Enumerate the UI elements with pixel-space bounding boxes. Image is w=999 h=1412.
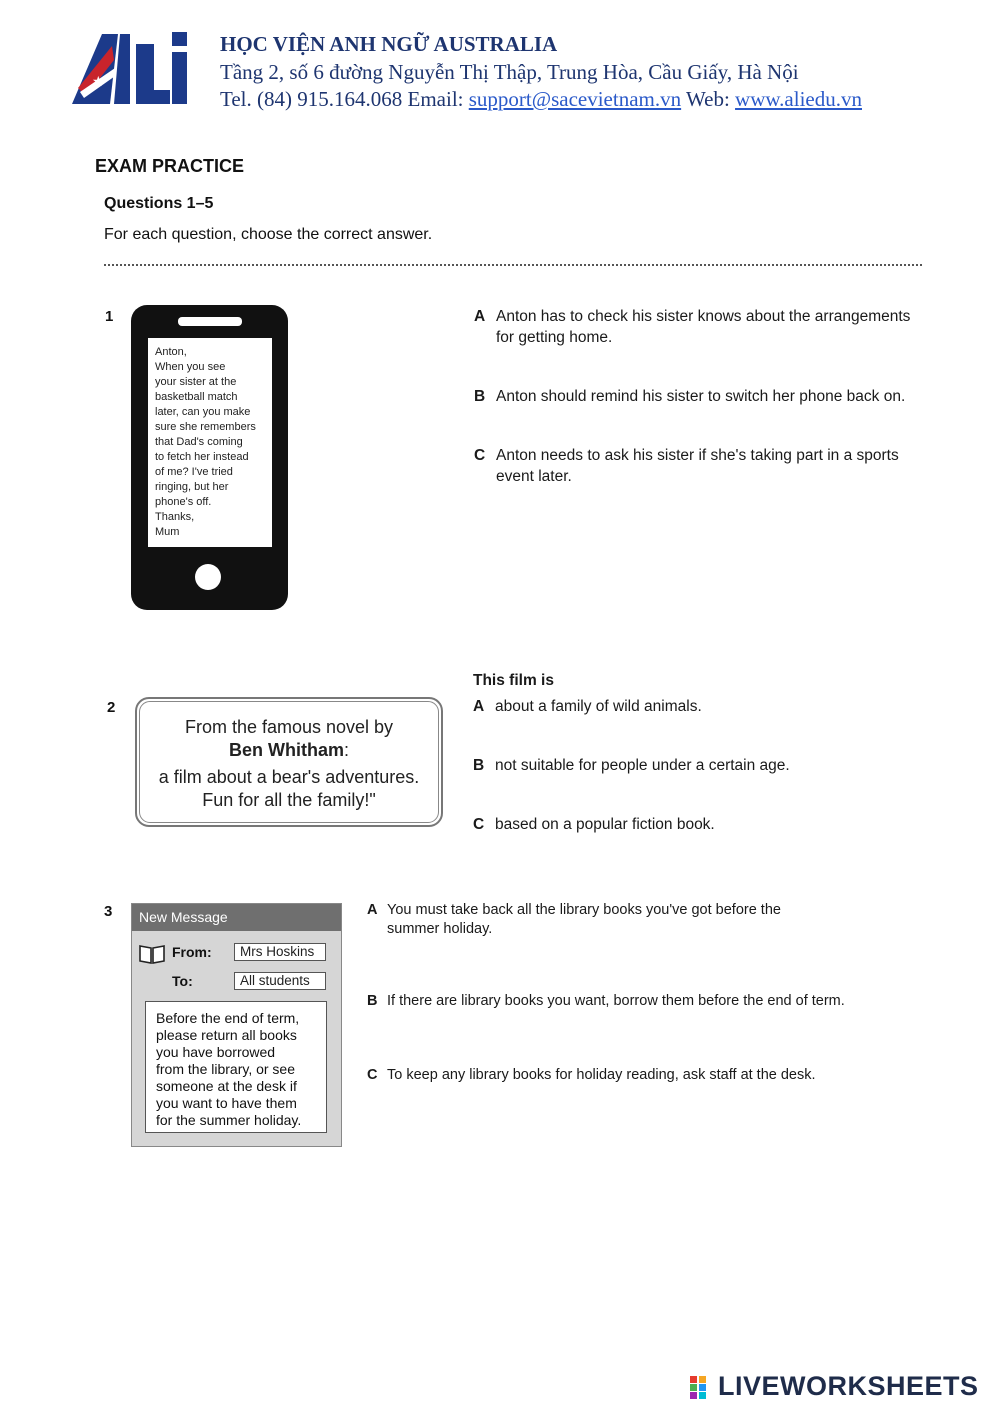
- option-letter: B: [474, 388, 486, 405]
- option-text: To keep any library books for holiday reading, ask staff at the desk.: [387, 1067, 816, 1083]
- svg-text:★: ★: [92, 74, 105, 90]
- web-link[interactable]: www.aliedu.vn: [735, 87, 862, 111]
- body-line: for the summer holiday.: [156, 1112, 302, 1128]
- option-letter: B: [473, 757, 485, 774]
- option-line: Anton has to check his sister knows about the arrangements: [496, 308, 911, 325]
- option-text: about a family of wild animals.: [495, 698, 702, 715]
- dotted-divider: [104, 264, 922, 266]
- institute-contact: [220, 87, 862, 112]
- institute-name: HỌC VIỆN ANH NGỮ AUSTRALIA: [220, 32, 558, 56]
- option-letter: B: [367, 993, 378, 1009]
- option-text: Anton should remind his sister to switch her phone back on.: [496, 388, 906, 405]
- instruction: For each question, choose the correct answer.: [104, 226, 433, 243]
- option-text: [496, 445, 899, 487]
- message-line: basketball match: [155, 391, 238, 403]
- q1-option-c[interactable]: [474, 445, 934, 489]
- web-label: Web:: [686, 87, 730, 111]
- from-field: Mrs Hoskins: [234, 943, 326, 961]
- from-label: From:: [172, 944, 212, 960]
- option-letter: C: [367, 1067, 378, 1083]
- sign-colon: :: [343, 740, 349, 760]
- ali-logo: [68, 26, 190, 110]
- message-line: that Dad's coming: [155, 436, 243, 448]
- sign-author: Ben Whitham: [228, 740, 344, 760]
- film-sign-text: [140, 716, 438, 812]
- q3-option-b[interactable]: [367, 992, 887, 1012]
- message-line: later, can you make: [155, 406, 251, 418]
- sign-line: From the famous novel by: [184, 717, 394, 737]
- q2-option-a[interactable]: [473, 696, 933, 718]
- email-body-text: [156, 1010, 301, 1129]
- option-text: not suitable for people under a certain age.: [495, 757, 790, 774]
- book-icon: [138, 943, 166, 965]
- option-letter: A: [473, 698, 485, 715]
- email-link[interactable]: support@sacevietnam.vn: [468, 87, 682, 111]
- message-line: to fetch her instead: [155, 451, 249, 463]
- phone-message: [155, 345, 256, 540]
- option-line: Anton needs to ask his sister if she's taking part in a sports: [496, 447, 899, 464]
- sign-line: Fun for all the family!": [202, 790, 376, 810]
- to-label: To:: [172, 973, 193, 989]
- phone-speaker: [178, 317, 242, 326]
- body-line: you want to have them: [156, 1095, 297, 1111]
- option-text: [387, 901, 781, 939]
- message-line: Thanks,: [155, 511, 195, 523]
- option-line: event later.: [496, 468, 572, 485]
- option-letter: A: [367, 902, 378, 918]
- message-line: sure she remembers: [155, 421, 256, 433]
- questions-range: Questions 1–5: [104, 195, 214, 212]
- message-line: of me? I've tried: [155, 466, 233, 478]
- q1-option-a[interactable]: [474, 306, 934, 350]
- message-line: Anton,: [155, 346, 187, 358]
- option-text: based on a popular fiction book.: [495, 816, 715, 833]
- body-line: someone at the desk if: [156, 1078, 297, 1094]
- message-line: ringing, but her: [155, 481, 229, 493]
- sign-author-line: [140, 739, 438, 762]
- q2-option-b[interactable]: [473, 755, 933, 777]
- q2-lead: This film is: [473, 672, 554, 689]
- liveworksheets-logo-icon: [690, 1376, 716, 1400]
- option-line: for getting home.: [496, 329, 613, 346]
- option-line: You must take back all the library books you've got before the: [387, 902, 781, 918]
- message-line: When you see: [155, 361, 226, 373]
- exam-title: EXAM PRACTICE: [95, 156, 245, 176]
- message-line: Mum: [155, 526, 180, 538]
- body-line: Before the end of term,: [156, 1010, 300, 1026]
- option-letter: C: [473, 816, 485, 833]
- question-number-3: 3: [104, 903, 113, 920]
- to-field: All students: [234, 972, 326, 990]
- body-line: from the library, or see: [156, 1061, 296, 1077]
- option-text: If there are library books you want, borrow them before the end of term.: [387, 993, 845, 1009]
- tel-label: Tel. (84) 915.164.068 Email:: [220, 87, 464, 111]
- question-number-2: 2: [107, 699, 116, 716]
- message-line: phone's off.: [155, 496, 212, 508]
- message-line: your sister at the: [155, 376, 237, 388]
- option-text: [496, 306, 910, 348]
- option-letter: A: [474, 308, 486, 325]
- liveworksheets-brand: LIVEWORKSHEETS: [718, 1371, 979, 1401]
- q3-option-a[interactable]: [367, 901, 887, 941]
- q3-option-c[interactable]: [367, 1066, 887, 1086]
- q1-option-b[interactable]: [474, 386, 934, 408]
- body-line: please return all books: [156, 1027, 297, 1043]
- sign-line: a film about a bear's adventures.: [158, 767, 420, 787]
- option-line: summer holiday.: [387, 921, 493, 937]
- body-line: you have borrowed: [156, 1044, 276, 1060]
- q2-option-c[interactable]: [473, 814, 933, 836]
- phone-home-button: [195, 564, 221, 590]
- option-letter: C: [474, 447, 486, 464]
- institute-address: Tầng 2, số 6 đường Nguyễn Thị Thập, Trung Hòa, Cầu Giấy, Hà Nội: [220, 60, 799, 84]
- question-number-1: 1: [105, 308, 114, 325]
- email-window-title: New Message: [139, 909, 228, 925]
